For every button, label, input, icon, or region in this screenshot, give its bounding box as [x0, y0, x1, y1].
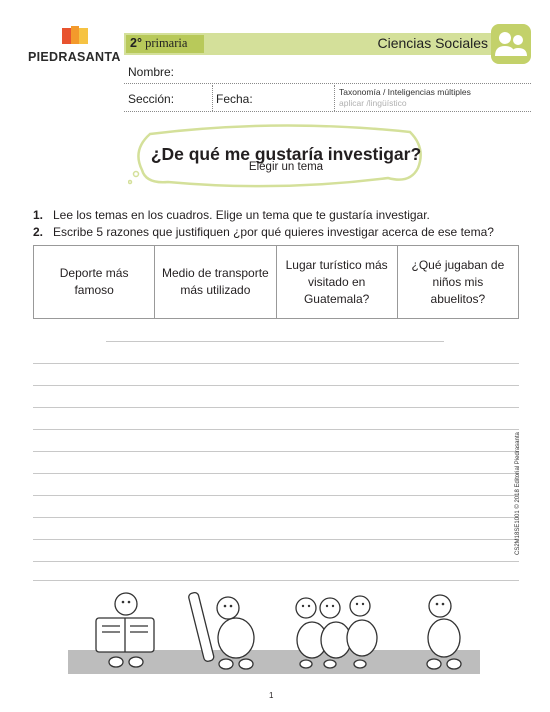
instruction-text: Lee los temas en los cuadros. Elige un tema que te gustaría investigar.: [53, 208, 430, 222]
date-divider: [334, 85, 335, 111]
section-line: [124, 111, 531, 112]
turtles-illustration: [68, 586, 480, 674]
section-label: Sección:: [128, 92, 175, 106]
side-code: CS2M18SE1001 © 2018 Editorial Piedrasanta: [515, 432, 521, 555]
instruction-1: [33, 208, 430, 222]
people-icon: [491, 24, 531, 64]
answer-line[interactable]: [33, 407, 519, 408]
topic-cell: Deporte más famoso: [59, 266, 129, 297]
brand-name: PIEDRASANTA: [28, 50, 121, 64]
answer-line[interactable]: [33, 451, 519, 452]
answer-line[interactable]: [33, 495, 519, 496]
activity-subtitle: Elegir un tema: [248, 161, 324, 173]
answer-line[interactable]: [106, 341, 444, 342]
instruction-number: 2.: [33, 225, 44, 239]
answer-line[interactable]: [33, 580, 519, 581]
answer-line[interactable]: [33, 473, 519, 474]
page-number: 1: [269, 691, 274, 700]
taxonomy-value: aplicar /lingüístico: [339, 98, 407, 108]
topic-cell: ¿Qué jugaban de niños mis abuelitos?: [397, 246, 518, 318]
instruction-text: Escribe 5 razones que justifiquen ¿por qué quieres investigar acerca de ese tema?: [53, 225, 494, 239]
name-label: Nombre:: [128, 65, 175, 79]
grade-word: primaria: [145, 36, 188, 50]
instruction-number: 1.: [33, 208, 44, 222]
answer-line[interactable]: [33, 539, 519, 540]
instruction-2: [33, 225, 494, 239]
answer-line[interactable]: [33, 429, 519, 430]
answer-line[interactable]: [33, 363, 519, 364]
topics-table: [33, 245, 519, 319]
grade-label: [130, 36, 187, 51]
grade-number: 2°: [130, 36, 142, 50]
answer-line[interactable]: [33, 517, 519, 518]
answer-line[interactable]: [33, 385, 519, 386]
answer-line[interactable]: [33, 561, 519, 562]
name-line: [124, 83, 531, 84]
section-divider: [212, 85, 213, 111]
topic-cell: Medio de transporte más utilizado: [154, 246, 275, 318]
date-label: Fecha:: [216, 92, 253, 106]
subject-title: Ciencias Sociales: [377, 35, 488, 51]
activity-title: ¿De qué me gustaría investigar?: [150, 144, 422, 164]
taxonomy-label: Taxonomía / Inteligencias múltiples: [339, 87, 471, 97]
topic-cell: Lugar turístico más visitado en Guatemala?: [276, 246, 397, 318]
